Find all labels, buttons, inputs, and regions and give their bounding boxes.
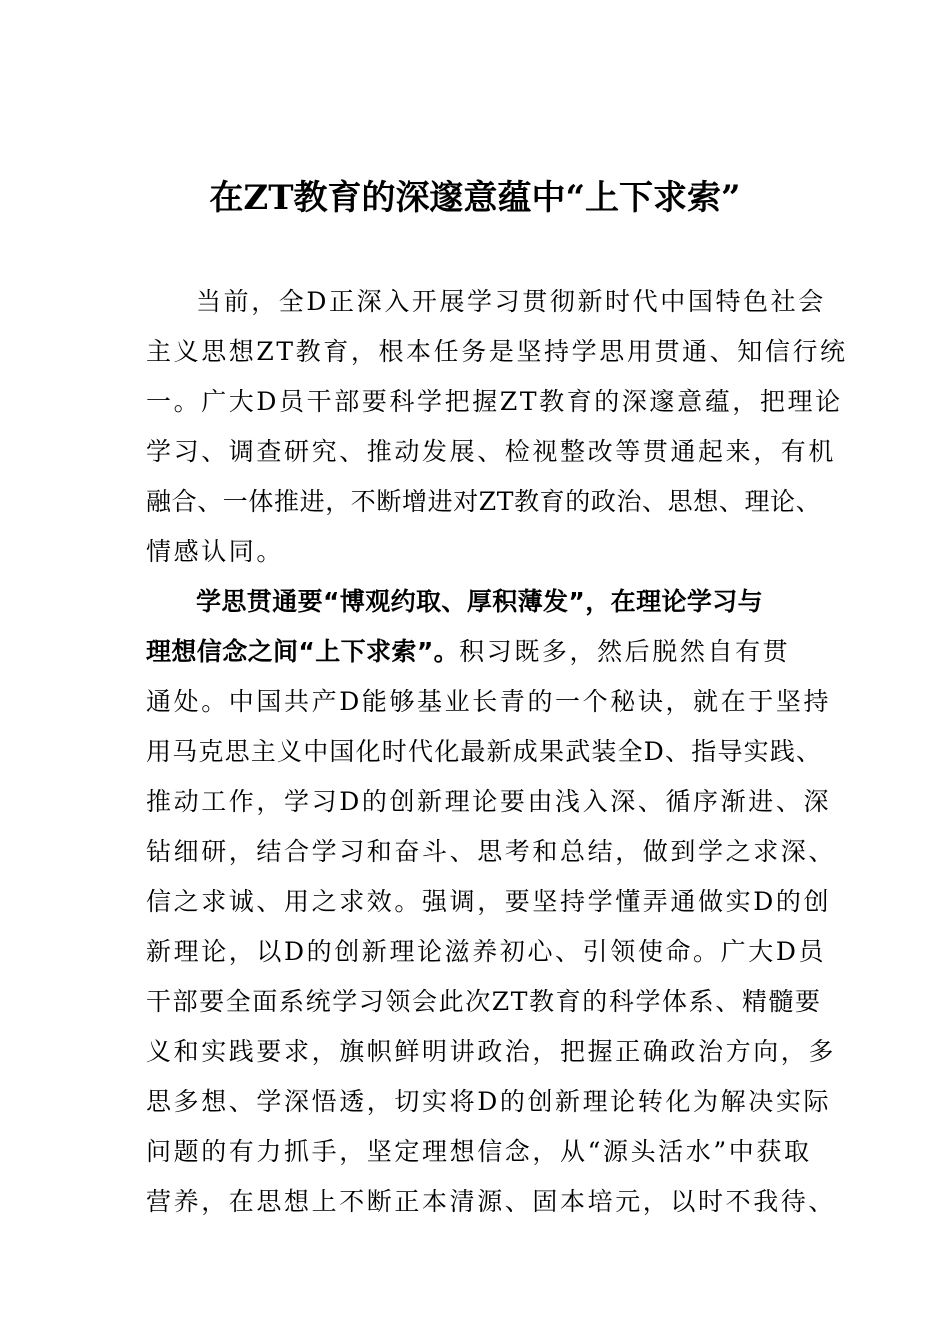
paragraph-1-line: 一。广大D员干部要科学把握ZT教育的深邃意蕴，把理论 [146, 387, 843, 416]
paragraph-2-line: 推动工作，学习D的创新理论要由浅入深、循序渐进、深 [146, 787, 832, 816]
document-title: 在ZT教育的深邃意蕴中“上下求索” [209, 178, 741, 218]
paragraph-1-line: 主义思想ZT教育，根本任务是坚持学思用贯通、知信行统 [146, 337, 848, 366]
document-body [146, 277, 848, 1227]
paragraph-2-line: 干部要全面系统学习领会此次ZT教育的科学体系、精髓要 [146, 987, 822, 1016]
paragraph-2-line: 新理论，以D的创新理论滋养初心、引领使命。广大D员 [146, 937, 827, 966]
paragraph-2-line: 营养，在思想上不断正本清源、固本培元，以时不我待、 [146, 1187, 837, 1216]
paragraph-1-line: 当前，全D正深入开展学习贯彻新时代中国特色社会 [196, 287, 826, 316]
paragraph-2-line: 义和实践要求，旗帜鲜明讲政治，把握正确政治方向，多 [146, 1037, 837, 1066]
paragraph-1-line: 融合、一体推进，不断增进对ZT教育的政治、思想、理论、 [146, 487, 822, 516]
paragraph-1-line: 情感认同。 [146, 537, 285, 566]
paragraph-2-bold-lead-end: 理想信念之间“上下求索”。 [146, 637, 460, 666]
paragraph-2-line: 通处。中国共产D能够基业长青的一个秘诀，就在于坚持 [146, 687, 832, 716]
paragraph-2-heading-line [146, 577, 806, 627]
paragraph-2-line [146, 627, 806, 677]
paragraph-2-line: 思多想、学深悟透，切实将D的创新理论转化为解决实际 [146, 1087, 832, 1116]
paragraph-2-line: 信之求诚、用之求效。强调，要坚持学懂弄通做实D的创 [146, 887, 832, 916]
paragraph-2-line-rest: 积习既多，然后脱然自有贯 [459, 637, 791, 666]
paragraph-2-line: 钻细研，结合学习和奋斗、思考和总结，做到学之求深、 [146, 837, 837, 866]
paragraph-2-line: 问题的有力抓手，坚定理想信念，从“源头活水”中获取 [146, 1137, 812, 1166]
paragraph-2-bold-lead: 学思贯通要“博观约取、厚积薄发”，在理论学习与 [196, 587, 764, 616]
paragraph-1-line: 学习、调查研究、推动发展、检视整改等贯通起来，有机 [146, 437, 837, 466]
paragraph-2-line: 用马克思主义中国化时代化最新成果武装全D、指导实践、 [146, 737, 823, 766]
